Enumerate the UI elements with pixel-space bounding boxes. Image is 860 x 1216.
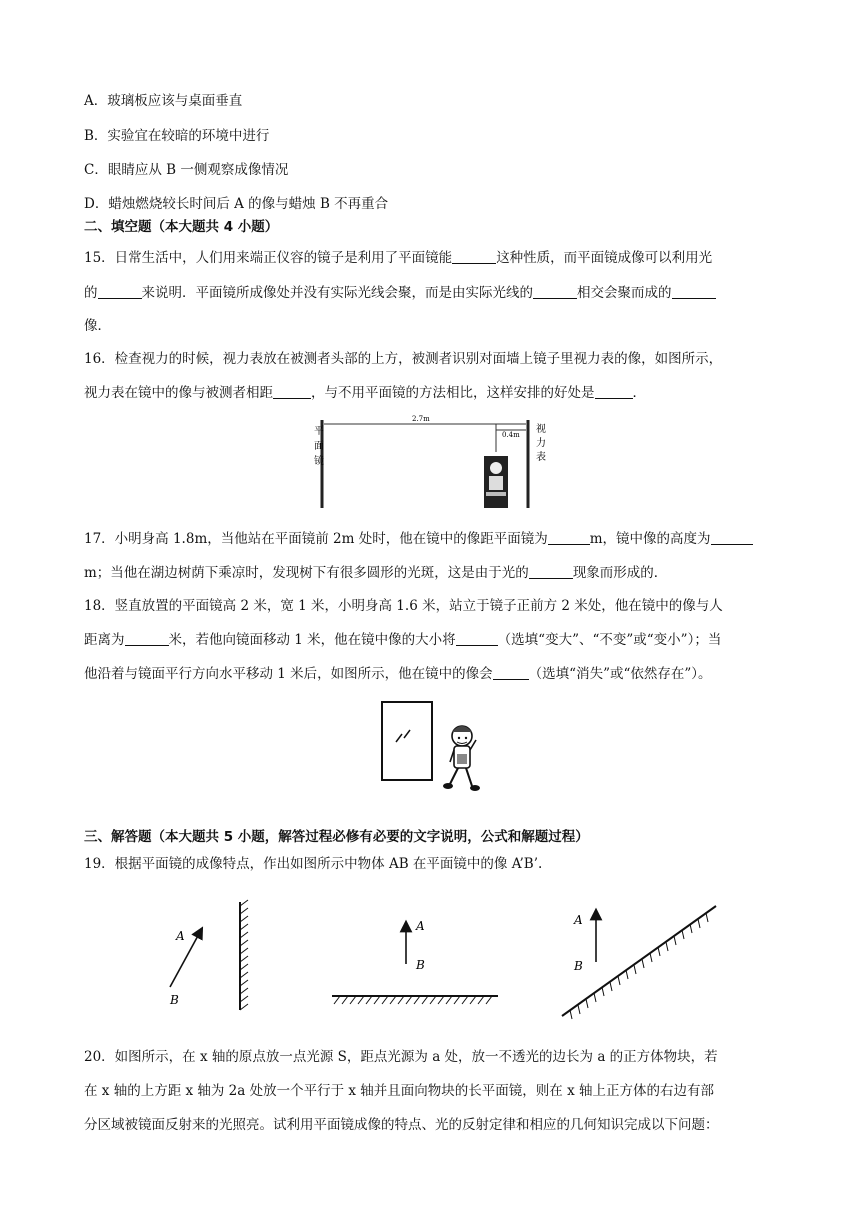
answer-blank[interactable]: [456, 632, 498, 646]
dimension-2-7m: 2.7m: [412, 415, 430, 423]
dimension-0-4m: 0.4m: [502, 431, 520, 439]
q16-line-1: 16．检查视力的时候，视力表放在被测者头部的上方，被测者识别对面墙上镜子里视力表的像，如图所示，: [84, 351, 723, 367]
answer-blank[interactable]: [672, 285, 716, 299]
answer-blank[interactable]: [595, 385, 633, 399]
q19-figures: [150, 892, 730, 1022]
answer-blank[interactable]: [452, 250, 496, 264]
section-3-title: 三、解答题（本大题共 5 小题，解答过程必修有必要的文字说明，公式和解题过程）: [84, 829, 589, 845]
option-b: B．实验宜在较暗的环境中进行: [84, 128, 270, 144]
chart-label-1: 视: [536, 424, 546, 435]
q20-line-1: 20．如图所示，在 x 轴的原点放一点光源 S，距点光源为 a 处，放一不透光的边长为 a 的正方体物块，若: [84, 1049, 718, 1065]
q20-line-3: 分区域被镜面反射来的光照亮。试利用平面镜成像的特点、光的反射定律和相应的几何知识完成以下问题：: [84, 1117, 719, 1133]
answer-blank[interactable]: [493, 666, 529, 680]
q17-line-2: m；当他在湖边树荫下乘凉时，发现树下有很多圆形的光斑，这是由于光的 现象而形成的．: [84, 565, 668, 581]
answer-blank[interactable]: [548, 531, 590, 545]
answer-blank[interactable]: [533, 285, 577, 299]
label-a: A: [574, 913, 583, 927]
mirror-label-2: 面: [314, 441, 324, 452]
answer-blank[interactable]: [711, 531, 753, 545]
mirror-frame: [382, 702, 432, 780]
answer-blank[interactable]: [273, 385, 311, 399]
q19-figure-2: [332, 919, 498, 1004]
inclined-mirror: [562, 906, 716, 1016]
mirror-label-1: 平: [314, 426, 324, 437]
section-2-title: 二、填空题（本大题共 4 小题）: [84, 219, 279, 235]
label-a: A: [416, 919, 425, 933]
object-arrow-ab: [170, 932, 200, 987]
q18-line-3: 他沿着与镜面平行方向水平移动 1 米后，如图所示，他在镜中的像会 （选填“消失”或“依然存在”）。: [84, 666, 712, 682]
q16-line-2: 视力表在镜中的像与被测者相距 ，与不用平面镜的方法相比，这样安排的好处是 ．: [84, 385, 646, 401]
chart-label-3: 表: [536, 452, 546, 463]
q15-line-2: 的 来说明．平面镜所成像处并没有实际光线会聚，而是由实际光线的 相交会聚而成的: [84, 284, 716, 302]
mirror-label-3: 镜: [314, 456, 324, 467]
label-b: B: [170, 993, 179, 1007]
q19-figure-1: [169, 900, 248, 1010]
option-c: C．眼睛应从 B 一侧观察成像情况: [84, 162, 289, 178]
eye-test-figure: [300, 412, 560, 512]
option-a: A．玻璃板应该与桌面垂直: [84, 93, 243, 109]
chart-label-2: 力: [536, 438, 546, 449]
mirror-kid-figure: [378, 698, 488, 798]
q19-figure-3: [562, 906, 716, 1019]
q15-line-1: 15．日常生活中，人们用来端正仪容的镜子是利用了平面镜能 这种性质，而平面镜成像可以利用光: [84, 250, 713, 266]
label-b: B: [574, 959, 583, 973]
q18-line-2: 距离为 米，若他向镜面移动 1 米，他在镜中像的大小将 （选填“变大”、“不变”或“变小”）；当: [84, 632, 722, 648]
label-b: B: [416, 958, 425, 972]
option-d: D．蜡烛燃烧较长时间后 A 的像与蜡烛 B 不再重合: [84, 196, 389, 212]
answer-blank[interactable]: [125, 632, 169, 646]
mirror-hatching: [334, 996, 492, 1004]
answer-blank[interactable]: [98, 285, 142, 299]
mirror-hatching: [570, 913, 708, 1019]
q15-line-3: 像．: [84, 318, 111, 334]
label-a: A: [176, 929, 185, 943]
mirror-hatching: [240, 900, 248, 1010]
q17-line-1: 17．小明身高 1.8m，当他站在平面镜前 2m 处时，他在镜中的像距平面镜为 m，镜中像的高度为: [84, 530, 753, 548]
q20-line-2: 在 x 轴的上方距 x 轴为 2a 处放一个平行于 x 轴并且面向物块的长平面镜，则在 x 轴上正方体的右边有部: [84, 1083, 715, 1099]
q19-text: 19．根据平面镜的成像特点，作出如图所示中物体 AB 在平面镜中的像 A’B’.: [84, 856, 543, 872]
answer-blank[interactable]: [529, 565, 573, 579]
q18-line-1: 18．竖直放置的平面镜高 2 米，宽 1 米，小明身高 1.6 米，站立于镜子正前方 2 米处，他在镜中的像与人: [84, 598, 723, 614]
